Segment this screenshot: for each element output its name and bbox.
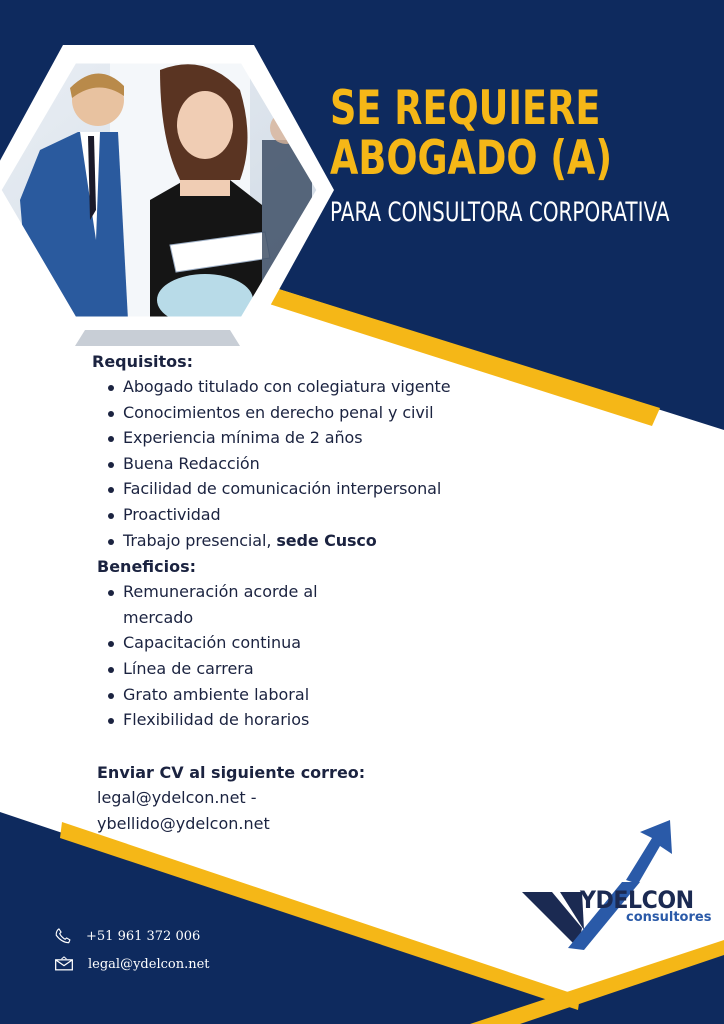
cv-title: Enviar CV al siguiente correo: [97,762,366,782]
contact-phone-row[interactable] [54,922,210,950]
list-item: Proactividad [92,502,522,528]
list-item: Buena Redacción [92,451,522,477]
list-item: Grato ambiente laboral [92,682,352,708]
list-item-bold: sede Cusco [276,530,377,550]
list-item [92,528,522,554]
hex-frame-shadow [75,330,240,346]
list-item: Facilidad de comunicación interpersonal [92,476,522,502]
headline-line2: ABOGADO (A) [330,131,613,186]
list-item: Capacitación continua [92,630,352,656]
logo-text [580,886,711,925]
contact-info [54,922,210,978]
list-item: Abogado titulado con colegiatura vigente [92,374,522,400]
cv-email-1[interactable]: legal@ydelcon.net - [97,787,257,807]
list-item: Remuneración acorde al mercado [92,579,352,630]
beneficios-list [92,579,352,733]
headline-line1: SE REQUIERE [330,81,601,136]
headline [330,81,710,228]
list-item-text: Trabajo presencial, [123,530,277,550]
requisitos-list [92,374,522,553]
requisitos-title: Requisitos: [92,352,194,371]
phone-number: +51 961 372 006 [86,928,201,944]
contact-email: legal@ydelcon.net [88,956,210,972]
headline-subtitle: PARA CONSULTORA CORPORATIVA [330,197,670,228]
phone-icon [54,927,72,945]
list-item: Línea de carrera [92,656,352,682]
envelope-icon [54,956,74,972]
cv-instructions [97,761,522,837]
logo-brand: YDELCON [580,886,694,914]
list-item: Conocimientos en derecho penal y civil [92,400,522,426]
list-item: Experiencia mínima de 2 años [92,425,522,451]
list-item: Flexibilidad de horarios [92,707,352,733]
beneficios-title: Beneficios: [97,557,197,577]
job-details [92,350,522,837]
contact-email-row[interactable] [54,950,210,978]
cv-email-2[interactable]: ybellido@ydelcon.net [97,813,270,833]
logo-subbrand: consultores [626,910,712,925]
